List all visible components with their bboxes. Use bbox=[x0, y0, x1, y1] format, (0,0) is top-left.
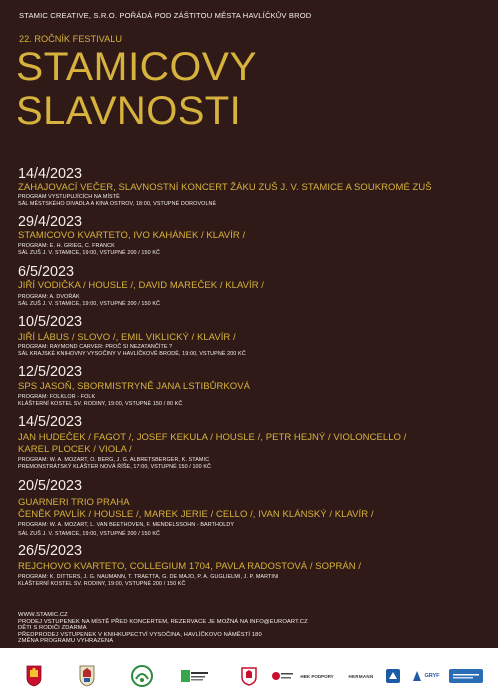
footer-website: WWW.STAMIC.CZ bbox=[18, 612, 68, 618]
hermann-logo-icon: HERMANN bbox=[348, 673, 374, 679]
concert-program: PROGRAM VYSTUPUJÍCÍCH NA MÍSTĚ bbox=[18, 194, 120, 200]
concert-headline: JAN HUDEČEK / FAGOT /, JOSEF KEKULA / HOUSLE /, PETR HEJNÝ / VIOLONCELLO / bbox=[18, 432, 407, 443]
concert-date: 20/5/2023 bbox=[18, 478, 83, 494]
green-emblem-icon bbox=[131, 664, 153, 688]
festival-title-line2: SLAVNOSTI bbox=[16, 89, 242, 133]
concert-headline-line2: KAREL PLOCEK / VIOLA / bbox=[18, 444, 132, 455]
kraj-vysocina-crest-icon bbox=[79, 664, 95, 688]
concert-program: PROGRAM: FOLKLOR - FOLK bbox=[18, 394, 96, 400]
concert-venue: KLÁŠTERNÍ KOSTEL SV. RODINY, 19:00, VSTUPNÉ 150 / 80 KČ bbox=[18, 400, 183, 407]
footer-tickets: PRODEJ VSTUPENEK NA MÍSTĚ PŘED KONCERTEM, REZERVACE JE MOŽNÁ NA INFO@EUROART.CZ bbox=[18, 618, 308, 625]
concert-program: PROGRAM: E. H. GRIEG, C. FRANCK bbox=[18, 243, 115, 249]
blue-square-logo-icon bbox=[385, 664, 401, 688]
concert-headline: GUARNERI TRIO PRAHA bbox=[18, 497, 130, 508]
concert-venue: PREMONSTRÁTSKÝ KLÁŠTER NOVÁ ŘÍŠE, 17:00, VSTUPNÉ 150 / 100 KČ bbox=[18, 463, 212, 470]
havlickuv-brod-crest-icon bbox=[26, 664, 42, 688]
festival-edition: 22. ROČNÍK FESTIVALU bbox=[19, 34, 122, 44]
concert-headline: REJCHOVO KVARTETO, COLLEGIUM 1704, PAVLA RADOSTOVÁ / SOPRÁN / bbox=[18, 561, 362, 572]
festival-title-line1: STAMICOVY bbox=[16, 45, 257, 89]
concert-date: 12/5/2023 bbox=[18, 364, 83, 380]
concert-program: PROGRAM: K. DITTERS, J. G. NAUMANN, T. TRAETTA, G. DE MAJO, P. A. GUGLIELMI, J. P. MARTINI bbox=[18, 574, 279, 580]
statni-fond-kultury-logo-icon bbox=[270, 664, 294, 688]
footer-children: DĚTI S RODIČI ZDARMA bbox=[18, 625, 87, 631]
concert-headline: SPS JASOŇ, SBORMISTRYNĚ JANA LSTIBŮRKOVÁ bbox=[18, 381, 250, 392]
concert-date: 14/4/2023 bbox=[18, 166, 83, 182]
concert-program: PROGRAM: W. A. MOZART, O. BERG, J. G. ALBRETSBERGER, K. STAMIC bbox=[18, 457, 210, 463]
concert-venue: SÁL ZUŠ J. V. STAMICE, 19:00, VSTUPNÉ 200 / 150 KČ bbox=[18, 249, 161, 256]
organizer-line: STAMIC CREATIVE, S.R.O. POŘÁDÁ POD ZÁŠTITOU MĚSTA HAVLÍČKŮV BROD bbox=[19, 11, 312, 20]
concert-headline-line2: ČENĚK PAVLÍK / HOUSLE /, MAREK JERIE / CELLO /, IVAN KLÁNSKÝ / KLAVÍR / bbox=[18, 509, 374, 520]
concert-date: 29/4/2023 bbox=[18, 214, 83, 230]
concert-program: PROGRAM: A. DVOŘÁK bbox=[18, 294, 80, 300]
footer-presale: PŘEDPRODEJ VSTUPENEK V KNIHKUPECTVÍ VYSOČINA, HAVLÍČKOVO NÁMĚSTÍ 180 bbox=[18, 631, 262, 638]
concert-venue: KLÁŠTERNÍ KOSTEL SV. RODINY, 19:00, VSTUPNÉ 200 / 150 KČ bbox=[18, 580, 186, 587]
concert-date: 14/5/2023 bbox=[18, 414, 83, 430]
blue-banner-logo-icon bbox=[449, 664, 483, 688]
concert-headline: JIŘÍ LÁBUS / SLOVO /, EMIL VIKLICKÝ / KLAVÍR / bbox=[18, 332, 236, 343]
concert-venue: SÁL KRAJSKÉ KNIHOVNY VYSOČINY V HAVLÍČKOVĚ BRODĚ, 19:00, VSTUPNÉ 200 KČ bbox=[18, 350, 246, 357]
concert-program: PROGRAM: W. A. MOZART, L. VAN BEETHOVEN, F. MENDELSSOHN - BARTHOLDY bbox=[18, 522, 235, 528]
gryf-logo-icon: GRYF bbox=[412, 664, 440, 688]
concert-program: PROGRAM: RAYMOND CARVER: PROČ SI NEZATANČÍTE ? bbox=[18, 344, 173, 350]
concert-date: 10/5/2023 bbox=[18, 314, 83, 330]
citlivost-logo-icon bbox=[181, 664, 209, 688]
concert-headline: STAMICOVO KVARTETO, IVO KAHÁNEK / KLAVÍR / bbox=[18, 230, 246, 241]
concert-venue: SÁL ZUŠ J. V. STAMICE, 19:00, VSTUPNÉ 200 / 150 KČ bbox=[18, 300, 161, 307]
hbk-podpory-logo-icon: HBK PODPORY bbox=[300, 673, 334, 679]
concert-date: 6/5/2023 bbox=[18, 264, 75, 280]
concert-date: 26/5/2023 bbox=[18, 543, 83, 559]
concert-headline: ZAHAJOVACÍ VEČER, SLAVNOSTNÍ KONCERT ŽÁKU ZUŠ J. V. STAMICE A SOUKROMÉ ZUŠ bbox=[18, 182, 432, 193]
concert-venue: SÁL MĚSTSKÉHO DIVADLA A KINA OSTROV, 18:00, VSTUPNÉ DOROVOLNÉ bbox=[18, 200, 217, 207]
concert-venue: SÁL ZUŠ J. V. STAMICE, 19:00, VSTUPNÉ 200 / 150 KČ bbox=[18, 531, 161, 537]
ministry-culture-logo-icon bbox=[240, 664, 258, 688]
footer-change-notice: ZMĚNA PROGRAMU VYHRAZENA bbox=[18, 638, 114, 644]
concert-headline: JIŘÍ VODIČKA / HOUSLE /, DAVID MAREČEK / KLAVÍR / bbox=[18, 280, 264, 291]
